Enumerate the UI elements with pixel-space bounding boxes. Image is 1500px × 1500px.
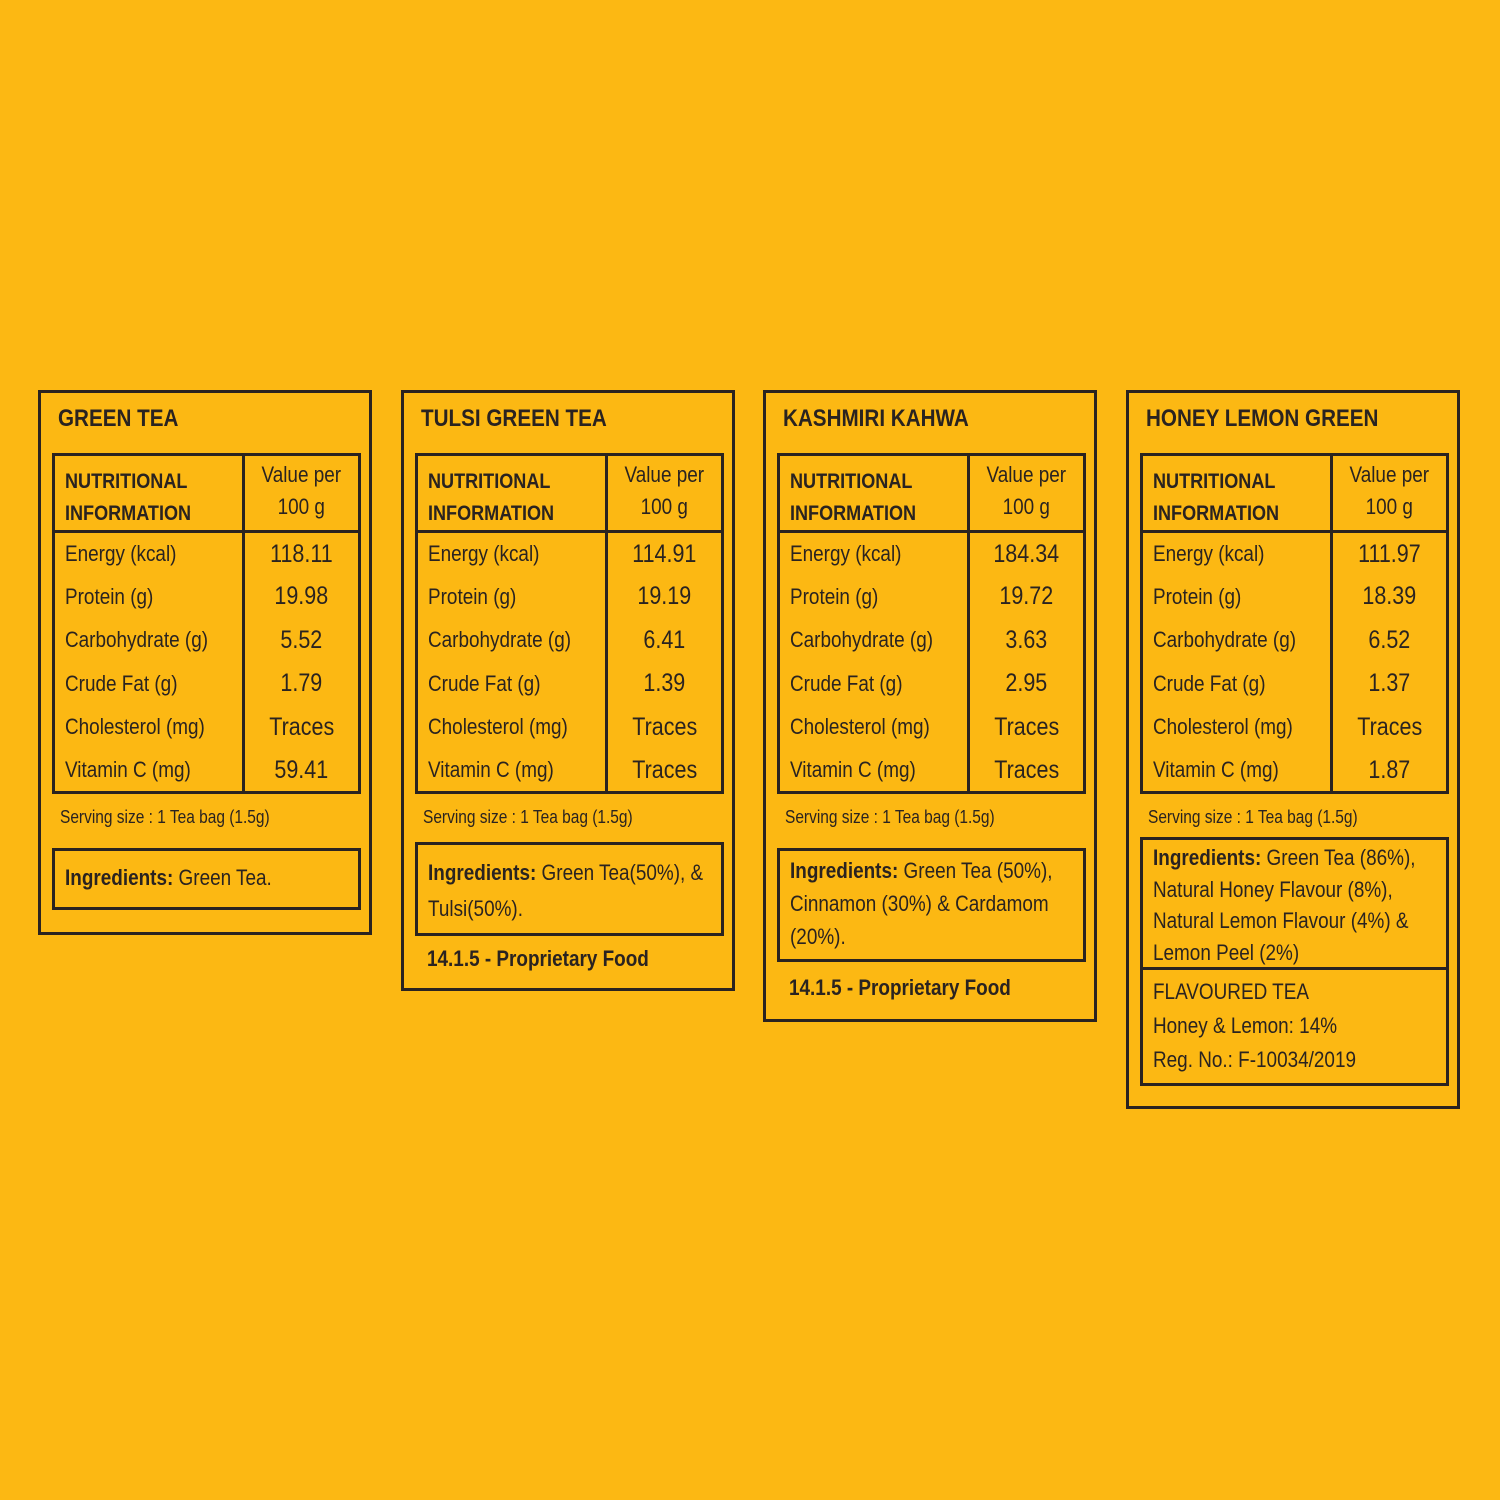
- food-category: 14.1.5 - Proprietary Food: [427, 946, 649, 971]
- serving-size: Serving size : 1 Tea bag (1.5g): [423, 807, 633, 827]
- table-row: Carbohydrate (g) 6.41: [417, 619, 723, 663]
- ingredients-text: Green Tea (50%), Cinnamon (30%) & Cardamom (20%).: [790, 858, 1053, 949]
- card-title: TULSI GREEN TEA: [421, 405, 607, 432]
- table-row: Protein (g) 18.39: [1142, 575, 1448, 619]
- ingredients-box: [777, 848, 1086, 962]
- ingredients-text: Green Tea.: [178, 865, 272, 890]
- ingredients-label: Ingredients:: [65, 865, 174, 890]
- nutrition-header: NUTRITIONAL INFORMATION: [417, 455, 607, 532]
- table-header-row: [54, 455, 360, 532]
- table-header-row: [417, 455, 723, 532]
- flavoured-tea-box: [1140, 970, 1449, 1086]
- serving-size: Serving size : 1 Tea bag (1.5g): [60, 807, 270, 827]
- value-header: Value per 100 g: [624, 462, 705, 519]
- table-row: Vitamin C (mg) Traces: [417, 749, 723, 793]
- ingredients-label: Ingredients:: [428, 860, 537, 885]
- table-row: Cholesterol (mg) Traces: [417, 706, 723, 750]
- table-row: Protein (g) 19.19: [417, 575, 723, 619]
- serving-size: Serving size : 1 Tea bag (1.5g): [785, 807, 995, 827]
- ingredients-box: [1140, 837, 1449, 970]
- value-header: Value per 100 g: [261, 462, 342, 519]
- value-header: Value per 100 g: [986, 462, 1067, 519]
- ingredients-label: Ingredients:: [1153, 845, 1262, 870]
- card-title: GREEN TEA: [58, 405, 179, 432]
- table-row: Crude Fat (g) 1.79: [54, 662, 360, 706]
- table-row: Energy (kcal) 114.91: [417, 532, 723, 576]
- table-row: Carbohydrate (g) 3.63: [779, 619, 1085, 663]
- nutrition-table: [1140, 453, 1449, 794]
- table-row: Carbohydrate (g) 6.52: [1142, 619, 1448, 663]
- ingredients-box: [52, 848, 361, 910]
- card-title: HONEY LEMON GREEN: [1146, 405, 1379, 432]
- value-header: Value per 100 g: [1349, 462, 1430, 519]
- flavour-percentage: Honey & Lemon: 14%: [1153, 1013, 1338, 1038]
- table-header-row: [779, 455, 1085, 532]
- table-row: Vitamin C (mg) Traces: [779, 749, 1085, 793]
- registration-number: Reg. No.: F-10034/2019: [1153, 1047, 1357, 1072]
- table-row: Vitamin C (mg) 1.87: [1142, 749, 1448, 793]
- ingredients-box: [415, 842, 724, 936]
- table-row: Crude Fat (g) 1.37: [1142, 662, 1448, 706]
- nutrition-table: [52, 453, 361, 794]
- serving-size: Serving size : 1 Tea bag (1.5g): [1148, 807, 1358, 827]
- nutrition-table: [777, 453, 1086, 794]
- ingredients-text: Green Tea(50%), & Tulsi(50%).: [428, 860, 704, 921]
- nutrition-table: [415, 453, 724, 794]
- card-honey-lemon-green: [1126, 390, 1460, 1109]
- table-row: Cholesterol (mg) Traces: [54, 706, 360, 750]
- table-row: Crude Fat (g) 1.39: [417, 662, 723, 706]
- table-row: Protein (g) 19.72: [779, 575, 1085, 619]
- food-category: 14.1.5 - Proprietary Food: [789, 975, 1011, 1000]
- nutrition-header: NUTRITIONAL INFORMATION: [779, 455, 969, 532]
- table-row: Protein (g) 19.98: [54, 575, 360, 619]
- nutrition-header: NUTRITIONAL INFORMATION: [1142, 455, 1332, 532]
- card-green-tea: [38, 390, 372, 935]
- card-title: KASHMIRI KAHWA: [783, 405, 969, 432]
- table-row: Energy (kcal) 118.11: [54, 532, 360, 576]
- ingredients-text: Green Tea (86%), Natural Honey Flavour (8%), Natural Lemon Flavour (4%) & Lemon Peel (2%): [1153, 845, 1416, 965]
- table-row: Energy (kcal) 184.34: [779, 532, 1085, 576]
- table-header-row: [1142, 455, 1448, 532]
- nutrition-header: NUTRITIONAL INFORMATION: [54, 455, 244, 532]
- card-tulsi-green-tea: [401, 390, 735, 991]
- card-kashmiri-kahwa: [763, 390, 1097, 1022]
- table-row: Carbohydrate (g) 5.52: [54, 619, 360, 663]
- table-row: Cholesterol (mg) Traces: [779, 706, 1085, 750]
- table-row: Vitamin C (mg) 59.41: [54, 749, 360, 793]
- table-row: Energy (kcal) 111.97: [1142, 532, 1448, 576]
- table-row: Crude Fat (g) 2.95: [779, 662, 1085, 706]
- flavoured-tea-label: FLAVOURED TEA: [1153, 979, 1309, 1004]
- ingredients-label: Ingredients:: [790, 858, 899, 883]
- table-row: Cholesterol (mg) Traces: [1142, 706, 1448, 750]
